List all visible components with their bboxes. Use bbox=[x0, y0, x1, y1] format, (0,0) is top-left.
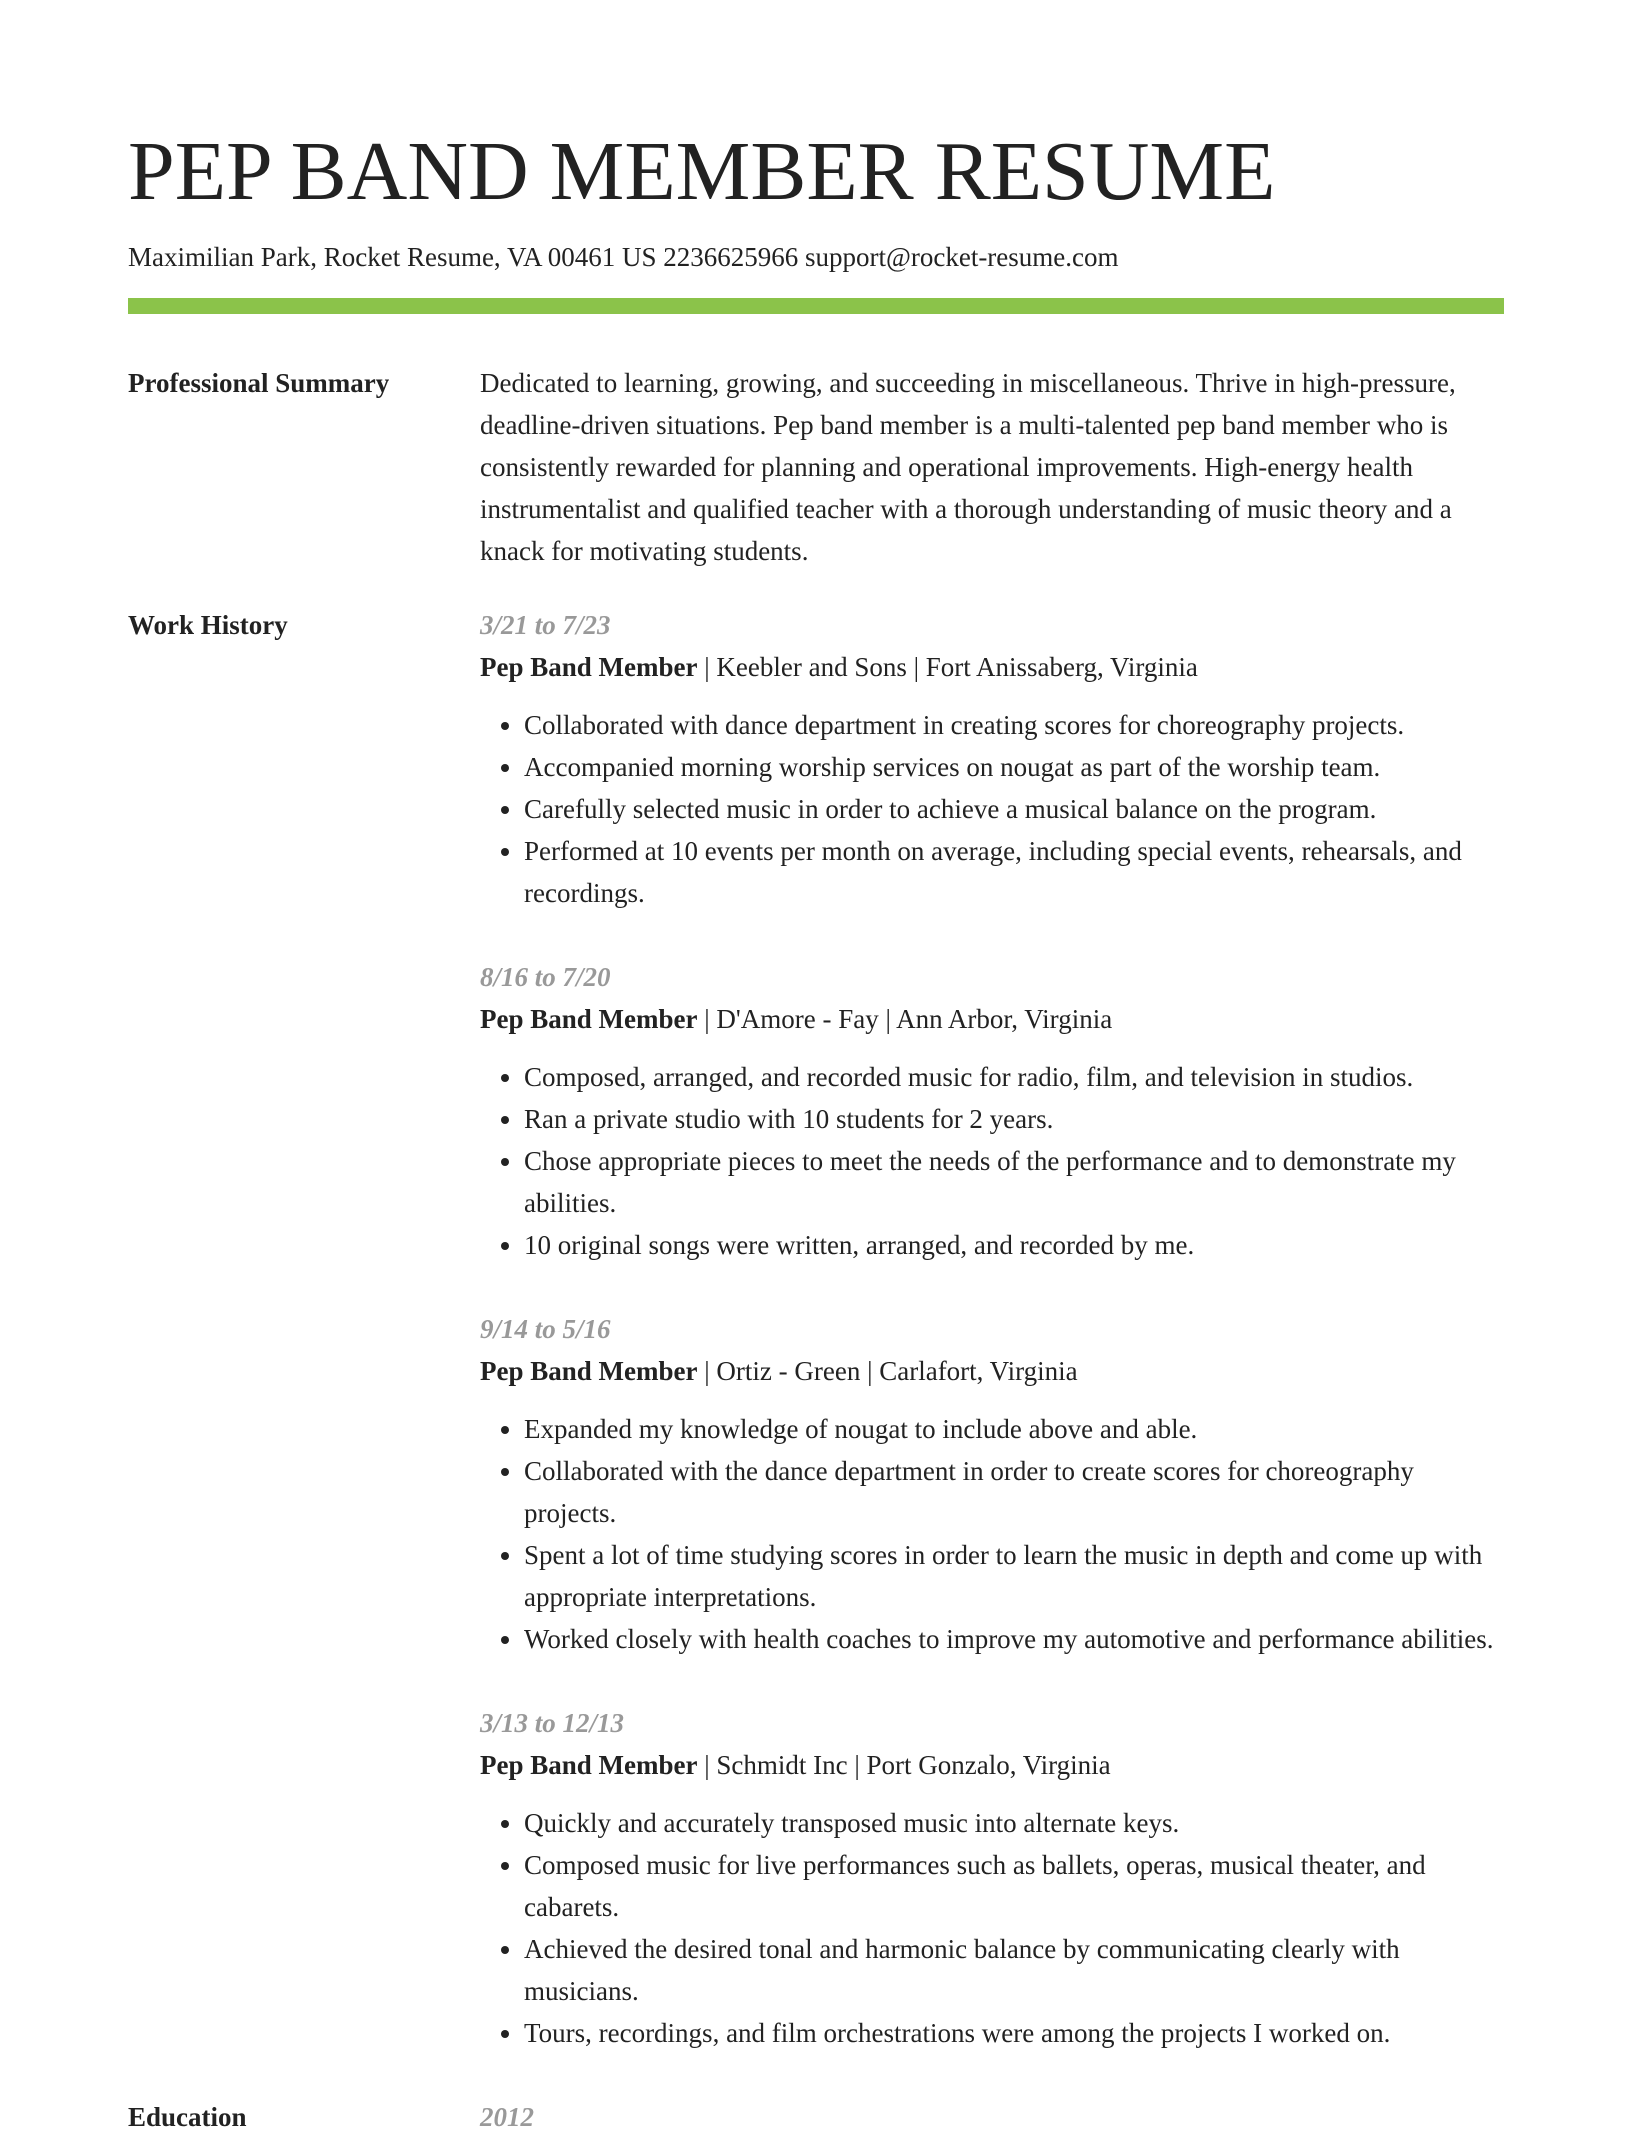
job-dates: 3/21 to 7/23 bbox=[480, 610, 611, 640]
list-item: • Achieved the desired tonal and harmonic balance by communicating clearly with musicians. bbox=[524, 1928, 1504, 2012]
section-label-professional-summary: Professional Summary bbox=[128, 368, 390, 398]
list-item: • Accompanied morning worship services on nougat as part of the worship team. bbox=[524, 746, 1504, 788]
job-title: Pep Band Member bbox=[480, 652, 698, 682]
accent-divider bbox=[128, 298, 1504, 314]
list-item: • Collaborated with the dance department in order to create scores for choreography projects. bbox=[524, 1450, 1504, 1534]
job-bullets bbox=[480, 1408, 1504, 1660]
list-item: • Expanded my knowledge of nougat to include above and able. bbox=[524, 1408, 1504, 1450]
job-employer-location: | Keebler and Sons | Fort Anissaberg, Virginia bbox=[697, 652, 1198, 682]
list-item: • 10 original songs were written, arranged, and recorded by me. bbox=[524, 1224, 1504, 1266]
list-item: • Collaborated with dance department in creating scores for choreography projects. bbox=[524, 704, 1504, 746]
section-label-work-history: Work History bbox=[128, 610, 288, 640]
list-item: • Composed music for live performances such as ballets, operas, musical theater, and cabarets. bbox=[524, 1844, 1504, 1928]
job-heading bbox=[480, 646, 1504, 688]
job-employer-location: | Ortiz - Green | Carlafort, Virginia bbox=[697, 1356, 1078, 1386]
education-body bbox=[480, 2096, 1504, 2138]
job-title: Pep Band Member bbox=[480, 1004, 698, 1034]
job-bullets bbox=[480, 1802, 1504, 2054]
job-dates: 8/16 to 7/20 bbox=[480, 962, 611, 992]
list-item: • Performed at 10 events per month on average, including special events, rehearsals, and recordings. bbox=[524, 830, 1504, 914]
job-dates: 9/14 to 5/16 bbox=[480, 1314, 611, 1344]
job-heading bbox=[480, 1350, 1504, 1392]
professional-summary-section bbox=[128, 362, 1504, 572]
job-title: Pep Band Member bbox=[480, 1356, 698, 1386]
list-item: • Composed, arranged, and recorded music for radio, film, and television in studios. bbox=[524, 1056, 1504, 1098]
education-section bbox=[128, 2096, 1504, 2138]
contact-line: Maximilian Park, Rocket Resume, VA 00461 US 2236625966 support@rocket-resume.com bbox=[128, 242, 1119, 272]
job-bullets bbox=[480, 1056, 1504, 1266]
list-item: • Chose appropriate pieces to meet the needs of the performance and to demonstrate my abilities. bbox=[524, 1140, 1504, 1224]
work-history-section bbox=[128, 604, 1504, 2096]
resume-page bbox=[128, 126, 1504, 2138]
job-bullets bbox=[480, 704, 1504, 914]
job-employer-location: | D'Amore - Fay | Ann Arbor, Virginia bbox=[697, 1004, 1113, 1034]
summary-body bbox=[480, 362, 1504, 572]
education-dates: 2012 bbox=[480, 2102, 534, 2132]
list-item: • Spent a lot of time studying scores in order to learn the music in depth and come up with appropriate interpretations. bbox=[524, 1534, 1504, 1618]
job-heading bbox=[480, 1744, 1504, 1786]
section-label-education: Education bbox=[128, 2102, 247, 2132]
summary-text: Dedicated to learning, growing, and succeeding in miscellaneous. Thrive in high-pressure, deadline-driven situations. Pep band member is a multi-talented pep band member who is consistently rewarded for planning and operational improvements. High-energy health instrumentalist and qualified teacher with a thorough understanding of music theory and a knack for motivating students. bbox=[480, 368, 1456, 566]
job-entry bbox=[480, 1308, 1504, 1660]
job-entry bbox=[480, 1702, 1504, 2054]
job-title: Pep Band Member bbox=[480, 1750, 698, 1780]
list-item: • Tours, recordings, and film orchestrations were among the projects I worked on. bbox=[524, 2012, 1504, 2054]
list-item: • Carefully selected music in order to achieve a musical balance on the program. bbox=[524, 788, 1504, 830]
job-employer-location: | Schmidt Inc | Port Gonzalo, Virginia bbox=[697, 1750, 1111, 1780]
list-item: • Quickly and accurately transposed music into alternate keys. bbox=[524, 1802, 1504, 1844]
job-dates: 3/13 to 12/13 bbox=[480, 1708, 625, 1738]
job-entry bbox=[480, 956, 1504, 1266]
resume-title: PEP BAND MEMBER RESUME bbox=[128, 125, 1276, 218]
job-heading bbox=[480, 998, 1504, 1040]
list-item: • Ran a private studio with 10 students for 2 years. bbox=[524, 1098, 1504, 1140]
job-entry bbox=[480, 604, 1504, 914]
list-item: • Worked closely with health coaches to improve my automotive and performance abilities. bbox=[524, 1618, 1504, 1660]
work-history-body bbox=[480, 604, 1504, 2096]
